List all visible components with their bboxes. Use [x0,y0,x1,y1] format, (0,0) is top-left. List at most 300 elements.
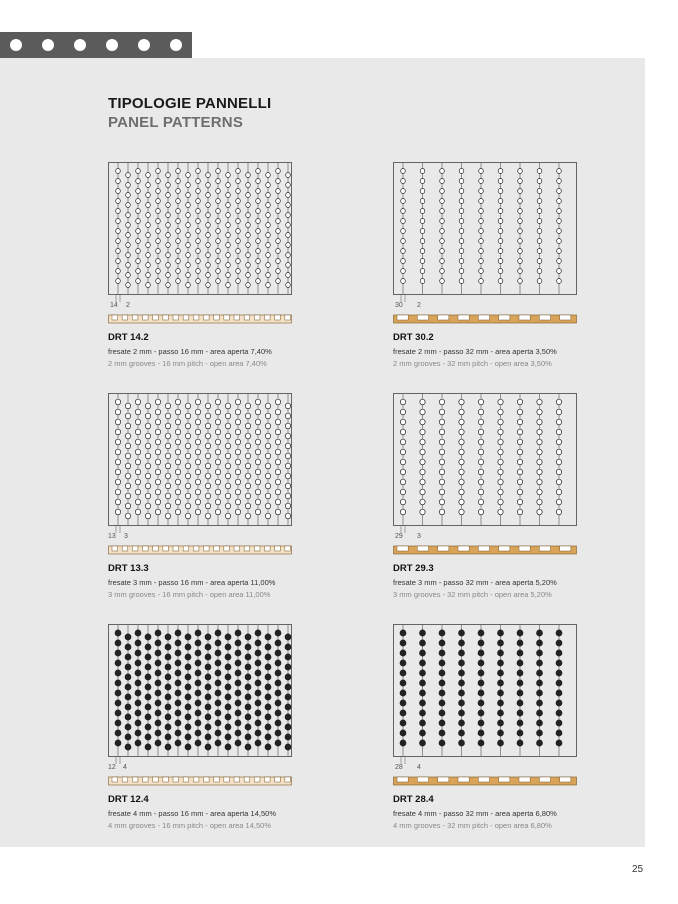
section-slot [132,546,138,551]
section-slot [122,315,128,320]
perforation-hole [125,634,131,640]
perforation-hole [275,459,280,465]
perforation-hole [166,203,171,208]
perforation-hole [115,399,120,405]
perforation-hole [556,429,561,435]
perforation-hole [517,690,523,696]
perforation-hole [245,664,251,670]
perforation-hole [537,690,543,696]
perforation-hole [440,269,445,274]
perforation-hole [401,219,406,224]
perforation-hole [245,503,250,509]
panel-section-strip [108,775,292,787]
perforation-hole [206,233,211,238]
perforation-hole [556,690,562,696]
perforation-hole [557,229,562,234]
perforation-hole [135,489,140,495]
perforation-hole [518,219,523,224]
perforation-hole [557,199,562,204]
bullet-dot-icon [170,39,182,51]
perforation-hole [286,203,291,208]
panel-description-en: 2 mm grooves - 32 mm pitch - open area 3,50% [393,359,552,368]
perforation-hole [145,453,150,459]
perforation-hole [459,650,465,656]
perforation-hole [255,640,261,646]
perforation-hole [478,399,483,405]
perforation-hole [420,730,426,736]
perforation-hole [155,630,161,636]
section-slot [478,315,489,320]
perforation-hole [125,724,131,730]
perforation-hole [175,680,181,686]
perforation-hole [275,509,280,515]
perforation-hole [498,700,504,706]
perforation-hole [146,173,151,178]
perforation-hole [125,684,131,690]
section-slot [254,546,260,551]
perforation-hole [400,499,405,505]
perforation-hole [556,509,561,515]
section-slot [214,546,220,551]
perforation-hole [116,269,121,274]
perforation-hole [236,239,241,244]
perforation-hole [400,690,406,696]
perforation-hole [285,654,291,660]
perforation-hole [126,173,131,178]
perforation-hole [246,223,251,228]
perforation-hole [401,259,406,264]
section-slot [560,315,571,320]
section-slot [499,315,510,320]
perforation-hole [155,409,160,415]
perforation-hole [459,279,464,284]
perforation-hole [266,273,271,278]
perforation-hole [125,403,130,409]
perforation-hole [245,513,250,519]
panel-code: DRT 13.3 [108,563,149,574]
panel-code: DRT 29.3 [393,563,434,574]
perforation-hole [186,193,191,198]
perforation-hole [439,740,445,746]
perforation-hole [459,720,465,726]
perforation-hole [439,630,445,636]
perforation-hole [517,630,523,636]
section-slot [417,777,428,782]
perforation-hole [479,229,484,234]
dimension-groove-label: 3 [124,533,128,540]
perforation-hole [236,179,241,184]
dimension-pitch-label: 30 [395,302,403,309]
perforation-hole [136,189,141,194]
perforation-hole [255,730,261,736]
perforation-hole [557,219,562,224]
perforation-hole [226,273,231,278]
perforation-hole [285,453,290,459]
perforation-hole [225,513,230,519]
perforation-hole [285,704,291,710]
perforation-hole [236,209,241,214]
section-slot [173,777,179,782]
perforation-hole [556,740,562,746]
perforation-hole [266,283,271,288]
perforation-hole [498,419,503,425]
panel-description-en: 4 mm grooves - 16 mm pitch - open area 14,50% [108,821,271,830]
perforation-hole [135,660,141,666]
perforation-hole [135,640,141,646]
perforation-hole [285,403,290,409]
perforation-hole [420,640,426,646]
perforation-hole [286,243,291,248]
perforation-hole [286,273,291,278]
perforation-hole [135,710,141,716]
perforation-hole [215,710,221,716]
perforation-hole [155,640,161,646]
section-slot [163,315,169,320]
perforation-hole [155,660,161,666]
perforation-hole [459,700,465,706]
perforation-hole [156,249,161,254]
perforation-hole [275,479,280,485]
perforation-hole [498,710,504,716]
perforation-hole [166,193,171,198]
perforation-hole [276,269,281,274]
perforation-hole [401,249,406,254]
perforation-hole [116,199,121,204]
perforation-hole [236,229,241,234]
perforation-hole [401,279,406,284]
perforation-hole [478,640,484,646]
section-slot [458,315,469,320]
perforation-hole [265,714,271,720]
perforation-hole [265,433,270,439]
perforation-hole [155,720,161,726]
perforation-hole [440,189,445,194]
perforation-hole [557,269,562,274]
perforation-hole [266,223,271,228]
perforation-hole [265,403,270,409]
perforation-hole [265,694,271,700]
perforation-hole [255,469,260,475]
perforation-hole [440,229,445,234]
section-slot [244,546,250,551]
perforation-hole [146,193,151,198]
perforation-hole [401,209,406,214]
perforation-hole [165,634,171,640]
perforation-hole [226,263,231,268]
panel-description-en: 4 mm grooves - 32 mm pitch - open area 6,80% [393,821,552,830]
perforation-hole [517,720,523,726]
perforation-hole [125,674,131,680]
perforation-hole [185,423,190,429]
perforation-hole [556,680,562,686]
perforation-hole [459,399,464,405]
perforation-hole [420,259,425,264]
perforation-hole [185,644,191,650]
perforation-hole [146,243,151,248]
perforation-hole [135,730,141,736]
perforation-hole [557,189,562,194]
perforation-hole [175,700,181,706]
perforation-hole [216,209,221,214]
perforation-hole [146,213,151,218]
perforation-hole [256,259,261,264]
perforation-hole [235,399,240,405]
perforation-hole [518,209,523,214]
perforation-hole [439,429,444,435]
perforation-hole [225,453,230,459]
perforation-hole [115,469,120,475]
dimension-groove-label: 2 [417,302,421,309]
perforation-hole [265,704,271,710]
perforation-hole [166,213,171,218]
section-slot [499,777,510,782]
perforation-hole [245,674,251,680]
perforation-hole [156,239,161,244]
perforation-hole [518,279,523,284]
perforation-hole [265,453,270,459]
perforation-hole [556,479,561,485]
perforation-hole [165,714,171,720]
perforation-hole [195,650,201,656]
perforation-hole [459,710,465,716]
perforation-hole [215,499,220,505]
perforation-hole [165,453,170,459]
perforation-hole [136,199,141,204]
perforation-hole [176,179,181,184]
panel-description-it: fresate 2 mm - passo 16 mm - area aperta 7,40% [108,347,272,356]
perforation-hole [537,409,542,415]
perforation-hole [125,744,131,750]
perforation-hole [215,449,220,455]
perforation-hole [285,694,291,700]
perforation-hole [265,724,271,730]
perforation-hole [275,449,280,455]
perforation-hole [420,169,425,174]
perforation-hole [517,479,522,485]
perforation-hole [285,423,290,429]
perforation-hole [459,249,464,254]
perforation-hole [185,724,191,730]
perforation-hole [556,640,562,646]
page-title: TIPOLOGIE PANNELLI [108,95,272,112]
perforation-hole [195,670,201,676]
perforation-hole [400,630,406,636]
perforation-hole [557,209,562,214]
perforation-hole [557,249,562,254]
panel-pattern-drawing [108,162,292,302]
perforation-hole [537,179,542,184]
perforation-hole [275,680,281,686]
perforation-hole [206,253,211,258]
perforation-hole [556,469,561,475]
perforation-hole [115,429,120,435]
perforation-hole [276,169,281,174]
perforation-hole [216,179,221,184]
perforation-hole [459,229,464,234]
perforation-hole [478,720,484,726]
perforation-hole [185,443,190,449]
perforation-hole [498,209,503,214]
perforation-hole [165,694,171,700]
section-slot [224,315,230,320]
perforation-hole [125,694,131,700]
perforation-hole [145,513,150,519]
perforation-hole [216,279,221,284]
perforation-hole [498,730,504,736]
perforation-hole [255,700,261,706]
perforation-hole [276,189,281,194]
perforation-hole [420,650,426,656]
perforation-hole [537,399,542,405]
perforation-hole [439,680,445,686]
perforation-hole [166,183,171,188]
perforation-hole [236,249,241,254]
perforation-hole [255,660,261,666]
perforation-hole [275,690,281,696]
perforation-hole [115,740,121,746]
perforation-hole [155,489,160,495]
perforation-hole [400,680,406,686]
section-slot [204,546,210,551]
perforation-hole [205,463,210,469]
section-slot [143,546,149,551]
perforation-hole [537,259,542,264]
perforation-hole [235,700,241,706]
perforation-hole [156,269,161,274]
perforation-hole [400,509,405,515]
perforation-hole [185,473,190,479]
perforation-hole [146,233,151,238]
perforation-hole [136,279,141,284]
perforation-hole [196,219,201,224]
perforation-hole [498,219,503,224]
perforation-hole [498,449,503,455]
perforation-hole [116,179,121,184]
perforation-hole [176,199,181,204]
perforation-hole [285,674,291,680]
perforation-hole [225,503,230,509]
perforation-hole [115,449,120,455]
perforation-hole [275,489,280,495]
perforation-hole [420,209,425,214]
perforation-hole [459,660,465,666]
perforation-hole [115,459,120,465]
section-slot [478,546,489,551]
perforation-hole [420,439,425,445]
perforation-hole [478,700,484,706]
perforation-hole [266,213,271,218]
perforation-hole [255,419,260,425]
dimension-groove-label: 2 [126,302,130,309]
perforation-hole [176,249,181,254]
perforation-hole [537,720,543,726]
perforation-hole [400,670,406,676]
perforation-hole [165,403,170,409]
section-slot [214,315,220,320]
perforation-hole [286,213,291,218]
perforation-hole [235,670,241,676]
perforation-hole [185,694,191,700]
perforation-hole [205,704,211,710]
perforation-hole [166,223,171,228]
perforation-hole [245,453,250,459]
perforation-hole [155,419,160,425]
perforation-hole [155,710,161,716]
perforation-hole [206,183,211,188]
perforation-hole [420,469,425,475]
perforation-hole [537,459,542,465]
perforation-hole [195,660,201,666]
perforation-hole [478,650,484,656]
perforation-hole [266,193,271,198]
perforation-hole [498,239,503,244]
perforation-hole [459,740,465,746]
perforation-hole [400,640,406,646]
perforation-hole [265,423,270,429]
perforation-hole [285,724,291,730]
perforation-hole [255,710,261,716]
perforation-hole [225,654,231,660]
perforation-hole [196,239,201,244]
perforation-hole [235,660,241,666]
perforation-hole [256,229,261,234]
perforation-hole [246,283,251,288]
perforation-hole [126,263,131,268]
perforation-hole [185,704,191,710]
bullet-dot-icon [138,39,150,51]
dimension-pitch-label: 14 [110,302,118,309]
perforation-hole [205,684,211,690]
perforation-hole [266,233,271,238]
perforation-hole [459,690,465,696]
perforation-hole [459,680,465,686]
perforation-hole [146,223,151,228]
perforation-hole [478,439,483,445]
perforation-hole [236,169,241,174]
perforation-hole [145,433,150,439]
perforation-hole [205,664,211,670]
perforation-hole [498,650,504,656]
perforation-hole [155,690,161,696]
perforation-hole [266,203,271,208]
perforation-hole [146,263,151,268]
perforation-hole [116,249,121,254]
section-slot [163,777,169,782]
perforation-hole [126,283,131,288]
perforation-hole [126,233,131,238]
section-slot [275,315,281,320]
perforation-hole [478,489,483,495]
perforation-hole [401,269,406,274]
perforation-hole [235,630,241,636]
perforation-hole [235,429,240,435]
perforation-hole [136,219,141,224]
perforation-hole [185,513,190,519]
perforation-hole [537,419,542,425]
perforation-hole [255,489,260,495]
bullet-dot-icon [74,39,86,51]
perforation-hole [216,249,221,254]
perforation-hole [135,419,140,425]
perforation-hole [498,630,504,636]
perforation-hole [156,169,161,174]
perforation-hole [275,670,281,676]
perforation-hole [478,630,484,636]
perforation-hole [155,399,160,405]
perforation-hole [479,219,484,224]
perforation-hole [517,670,523,676]
perforation-hole [185,433,190,439]
